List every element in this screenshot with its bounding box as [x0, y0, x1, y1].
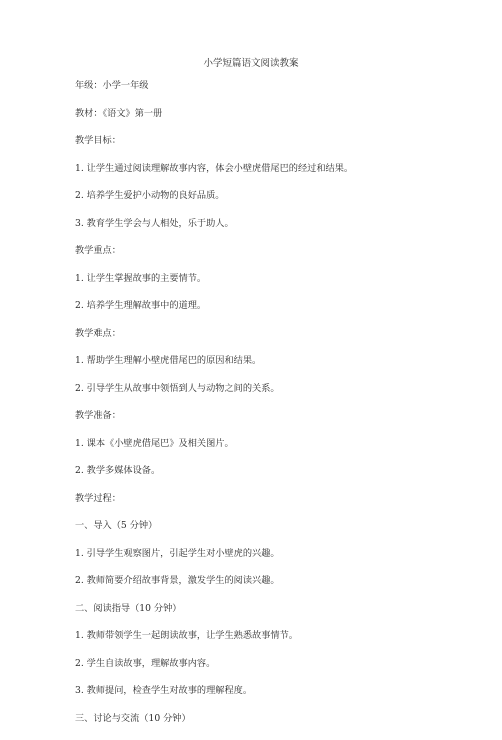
- difficulty-item: 1. 帮助学生理解小壁虎借尾巴的原因和结果。: [75, 355, 262, 366]
- document-body: [75, 80, 475, 740]
- objective-item: 2. 培养学生爱护小动物的良好品质。: [75, 190, 225, 201]
- document-title: 小学短篇语文阅读教案: [203, 58, 299, 69]
- key-point-item: 2. 培养学生理解故事中的道理。: [75, 300, 207, 311]
- process-item: 2. 学生自读故事，理解故事内容。: [75, 657, 216, 669]
- objective-item: 1. 让学生通过阅读理解故事内容，体会小壁虎借尾巴的经过和结果。: [75, 162, 354, 174]
- process-item: 2. 教师简要介绍故事背景，激发学生的阅读兴趣。: [75, 575, 280, 586]
- section-heading-difficulties: 教学难点：: [75, 327, 121, 339]
- process-item: 3. 教师提问，检查学生对故事的理解程度。: [75, 685, 253, 696]
- process-step-heading: 三、讨论与交流（10 分钟）: [75, 712, 191, 724]
- objective-item: 3. 教育学生学会与人相处，乐于助人。: [75, 217, 234, 229]
- process-step-heading: 一、导入（5 分钟）: [75, 520, 158, 531]
- key-point-item: 1. 让学生掌握故事的主要情节。: [75, 272, 207, 284]
- process-item: 1. 引导学生观察图片，引起学生对小壁虎的兴趣。: [75, 547, 280, 559]
- section-heading-process: 教学过程：: [75, 492, 121, 504]
- preparation-item: 2. 教学多媒体设备。: [75, 465, 161, 476]
- section-heading-preparation: 教学准备：: [75, 410, 121, 421]
- preparation-item: 1. 课本《小壁虎借尾巴》及相关图片。: [75, 437, 234, 449]
- grade-line: 年级：小学一年级: [75, 80, 149, 91]
- section-heading-key-points: 教学重点：: [75, 245, 121, 256]
- difficulty-item: 2. 引导学生从故事中领悟到人与动物之间的关系。: [75, 382, 280, 394]
- textbook-line: 教材：《语文》第一册: [75, 107, 163, 119]
- process-step-heading: 二、阅读指导（10 分钟）: [75, 602, 182, 614]
- process-item: 1. 教师带领学生一起朗读故事，让学生熟悉故事情节。: [75, 630, 298, 641]
- section-heading-objectives: 教学目标：: [75, 135, 121, 146]
